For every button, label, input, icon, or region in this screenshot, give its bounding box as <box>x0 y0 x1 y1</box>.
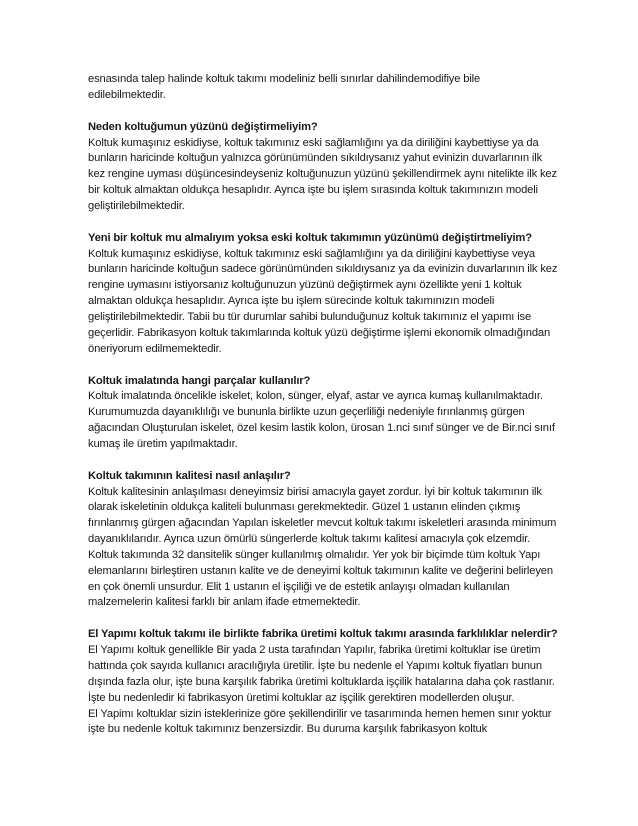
document-body <box>88 72 558 754</box>
section-paragraph: Koltuk imalatında öncelikle iskelet, kolon, sünger, elyaf, astar ve ayrıca kumaş kullanılmaktadır. Kurumumuzda dayanıklılığı ve bununla birlikte uzun geçerliliği nedeniyle fırınlanmış gürgen ağacından Oluşturulan iskelet, özel kesim lastik kolon, ürosan 1.nci sınıf sünger ve de Bir.nci sınıf kumaş ile üretim yapılmaktadır. <box>88 390 555 450</box>
section-why-change-cover <box>88 120 558 215</box>
section-paragraph: El Yapimı koltuklar sizin isteklerinize göre şekillendirilir ve tasarımında hemen hemen sınır yoktur işte bu nedenle koltuk takımınız benzersizdir. Bu duruma karşılık fabrikasyon koltuk <box>88 707 552 736</box>
section-paragraph: Koltuk kalitesinin anlaşılması deneyimsiz birisi amacıyla gayet zordur. İyi bir koltuk takımının ilk olarak iskeletinin oldukça kaliteli bulunması gerekmektedir. Güzel 1 ustanın elinden çıkmış fırınlanmış gürgen ağacından Yapılan iskeletler mevcut koltuk takımı iskeletleri arasında minimum dayanıklılarıdır. Ayrıca uzun ömürlü süngerlerde koltuk takımı kalitesi amacıyla çok elzemdir. Koltuk takımında 32 dansitelik sünger kullanılmış olmalıdır. Yer yok bir biçimde tüm koltuk Yapı elemanlarını birleştiren ustanın kalite ve de deneyimi koltuk takımının kalite ve değerini belirleyen en çok önemli unsurdur. Elit 1 ustanın el işçiliği ve de estetik anlayışı olmadan kullanılan malzemelerin kalitesi farklı bir anlam ifade etmemektedir. <box>88 485 557 609</box>
section-parts-used <box>88 374 558 453</box>
intro-paragraph: esnasında talep halinde koltuk takımı modeliniz belli sınırlar dahilindemodifiye bile edilebilmektedir. <box>88 73 481 101</box>
section-paragraph: Koltuk kumaşınız eskidiyse, koltuk takımınız eski sağlamlığını ya da diriliğini kaybettiyse ya da bunların haricinde koltuğun yalnızca görünümünden sıkıldıysanız yahut evinizin duvarlarının ilk kez rengine uyması düşüncesindeyseniz koltuğunuzun yüzünü şekillendirmek aynı nitelikte ilk kez bir koltuk almaktan oldukça hesaplıdır. Ayrıca işte bu işlem sırasında koltuk takımınızın modeli geliştirilebilmektedir. <box>88 136 557 212</box>
section-handmade-vs-factory <box>88 627 558 738</box>
section-paragraph: El Yapımı koltuk genellikle Bir yada 2 usta tarafından Yapılır, fabrika üretimi koltuklar ise üretim hattında çok sayıda kullanıcı aracılığıyla üretilir. İşte bu nedenle el Yapımı koltuk fiyatları bunun dışında fazla olur, işte buna karşılık fabrika üretimi koltuklarda işçilik hatalarına daha çok rastlanır. İşte bu nedenledir ki fabrikasyon üretimi koltuklar az işçilik gerektiren modellerden oluşur. <box>88 644 555 704</box>
section-new-or-reupholster <box>88 231 558 358</box>
section-quality <box>88 469 558 612</box>
section-heading: Neden koltuğumun yüzünü değiştirmeliyim? <box>88 120 318 133</box>
section-heading: El Yapımı koltuk takımı ile birlikte fabrika üretimi koltuk takımı arasında farklılıklar nelerdir? <box>88 628 558 641</box>
section-heading: Yeni bir koltuk mu almalıyım yoksa eski koltuk takımımın yüzünümü değiştirtmeliyim? <box>88 231 532 244</box>
section-heading: Koltuk imalatında hangi parçalar kullanılır? <box>88 374 311 387</box>
section-paragraph: Koltuk kumaşınız eskidiyse, koltuk takımınız eski sağlamlığını ya da diriliğini kaybettiyse veya bunların haricinde koltuğun sadece görünümünden sıkıldıysanız ya da evinizin duvarlarının ilk kez rengine uymasını istiyorsanız koltuğunuzun yüzünü değiştirmek aynı özellikte yeni 1 koltuk almaktan oldukça hesaplıdır. Ayrıca işte bu işlem sürecinde koltuk takımınızın modeli geliştirilebilmektedir. Tabii bu tür durumlar sahibi bulunduğunuz koltuk takımınız el yapımı ise geçerlidir. Fabrikasyon koltuk takımlarında koltuk yüzü değiştirme işlemi ekonomik olmadığından öneriyorum edilmemektedir. <box>88 247 558 355</box>
intro-block <box>88 72 558 104</box>
section-heading: Koltuk takımının kalitesi nasıl anlaşılır? <box>88 469 291 482</box>
